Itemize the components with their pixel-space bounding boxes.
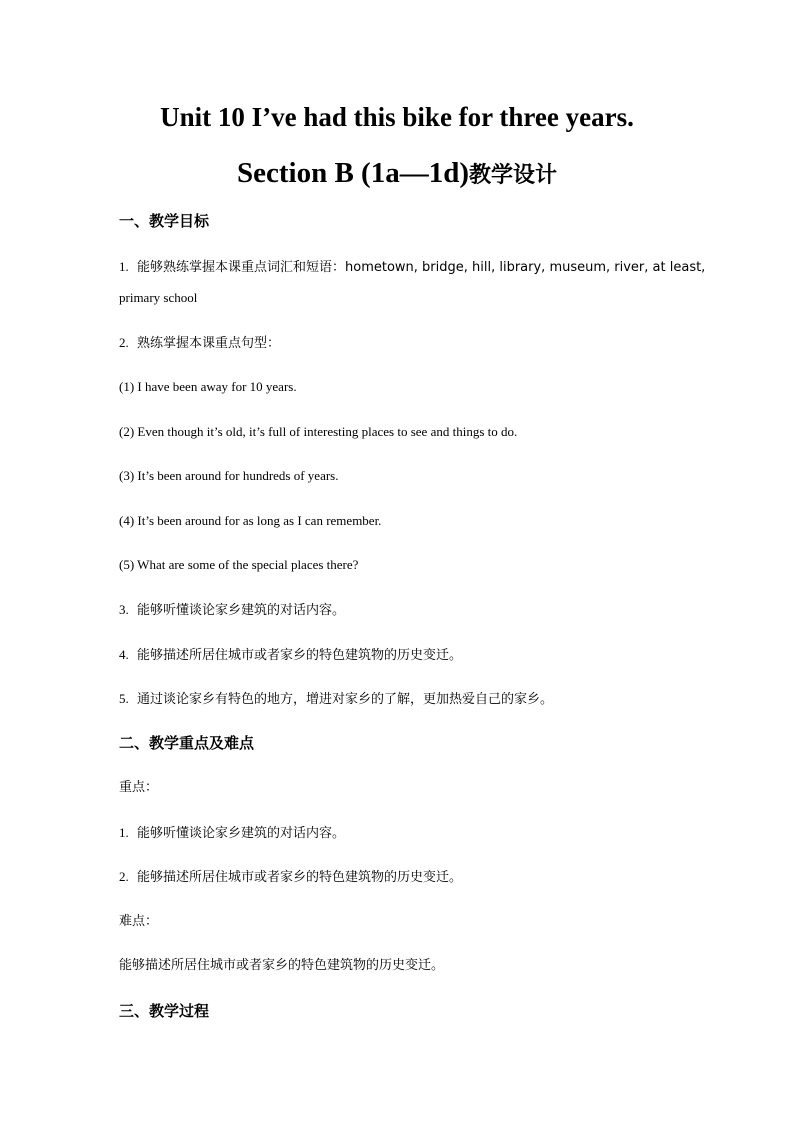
objective-item-1-text: 能够熟练掌握本课重点词汇和短语：hometown, bridge, hill, library, museum, river, at least, — [137, 260, 706, 275]
subtitle-section: Section B (1a—1d) — [236, 157, 469, 189]
objective-item-1 — [119, 258, 705, 277]
key-point-item-2-text: 能够描述所居住城市或者家乡的特色建筑物的历史变迁。 — [137, 870, 463, 885]
key-sentence-5: (5) What are some of the special places there? — [119, 557, 359, 572]
key-sentence-2: (2) Even though it’s old, it’s full of interesting places to see and things to do. — [119, 424, 518, 439]
objective-item-1-continuation: primary school — [119, 290, 198, 305]
objective-item-2-number: 2. — [119, 335, 129, 350]
subtitle-label: 教学设计 — [468, 163, 557, 188]
key-point-item-2-number: 2. — [119, 869, 129, 884]
objective-item-3-text: 能够听懂谈论家乡建筑的对话内容。 — [137, 603, 346, 618]
key-sentence-1: (1) I have been away for 10 years. — [119, 379, 297, 394]
difficulty-label: 难点： — [119, 914, 159, 929]
objective-item-4 — [119, 646, 462, 665]
key-points-label: 重点： — [119, 780, 159, 795]
objective-item-3-number: 3. — [119, 602, 129, 617]
objective-item-2 — [119, 334, 280, 353]
key-sentence-4: (4) It’s been around for as long as I can remember. — [119, 513, 382, 528]
objective-item-3 — [119, 601, 345, 620]
objective-item-5-text: 通过谈论家乡有特色的地方，增进对家乡的了解，更加热爱自己的家乡。 — [137, 692, 554, 707]
key-point-item-1-text: 能够听懂谈论家乡建筑的对话内容。 — [137, 826, 346, 841]
key-sentence-3: (3) It’s been around for hundreds of years. — [119, 468, 339, 483]
difficulty-text: 能够描述所居住城市或者家乡的特色建筑物的历史变迁。 — [119, 958, 445, 973]
objective-item-1-number: 1. — [119, 259, 129, 274]
document-title: Unit 10 I’ve had this bike for three years. — [160, 102, 634, 132]
objective-item-4-text: 能够描述所居住城市或者家乡的特色建筑物的历史变迁。 — [137, 648, 463, 663]
section-heading-objectives: 一、教学目标 — [119, 212, 210, 230]
key-point-item-2 — [119, 868, 462, 887]
objective-item-4-number: 4. — [119, 647, 129, 662]
objective-item-5 — [119, 690, 553, 709]
objective-item-5-number: 5. — [119, 691, 129, 706]
document-subtitle — [0, 154, 794, 195]
key-point-item-1 — [119, 824, 345, 843]
section-heading-process: 三、教学过程 — [119, 1002, 210, 1020]
objective-item-2-text: 熟练掌握本课重点句型： — [137, 336, 281, 351]
section-heading-key-points: 二、教学重点及难点 — [119, 734, 255, 752]
key-point-item-1-number: 1. — [119, 825, 129, 840]
